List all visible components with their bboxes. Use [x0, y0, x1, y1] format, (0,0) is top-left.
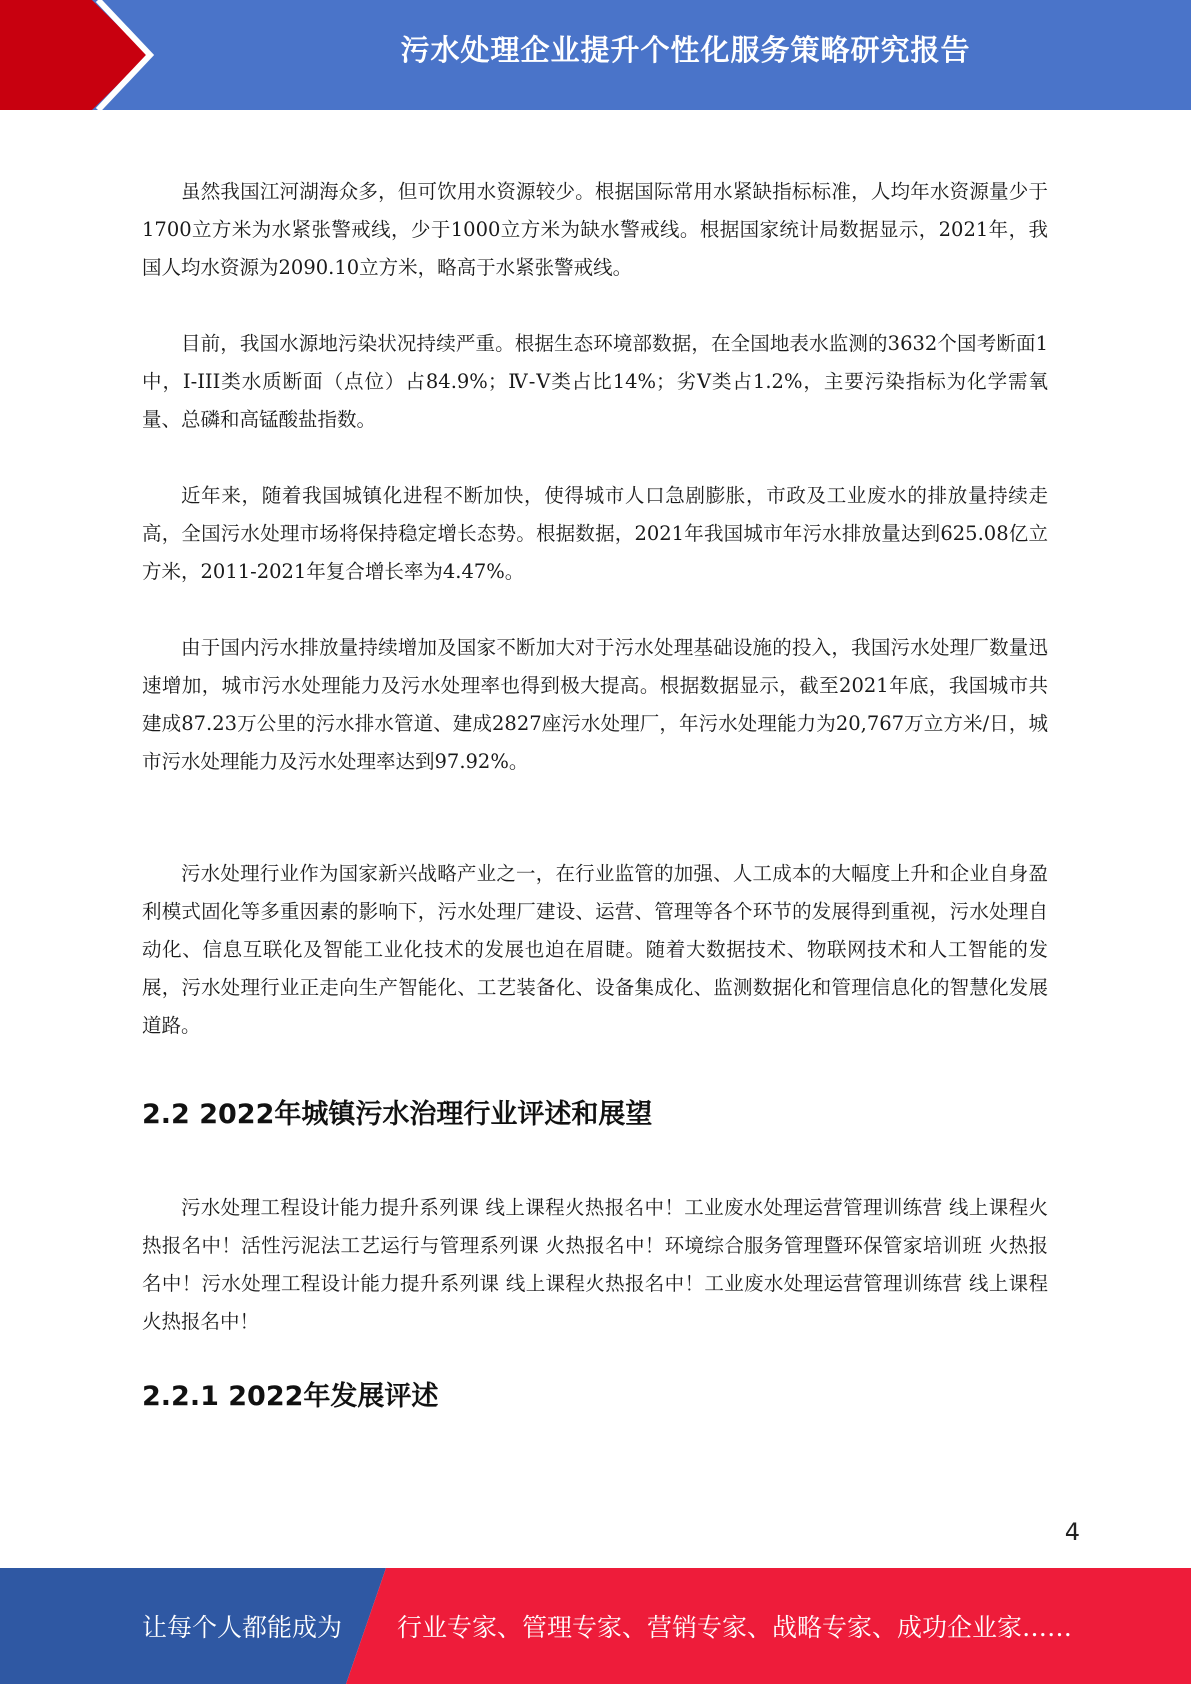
header-arrow-decoration [0, 0, 200, 110]
paragraph-wastewater-discharge: 近年来，随着我国城镇化进程不断加快，使得城市人口急剧膨胀，市政及工业废水的排放量持续走高，全国污水处理市场将保持稳定增长态势。根据数据，2021年我国城市年污水排放量达到625.08亿立方米，2011-2021年复合增长率为4.47%。 [142, 484, 1048, 583]
paragraph-water-pollution: 目前，我国水源地污染状况持续严重。根据生态环境部数据，在全国地表水监测的3632个国考断面1中，I-III类水质断面（点位）占84.9%；Ⅳ-Ⅴ类占比14%；劣Ⅴ类占1.2%，主要污染指标为化学需氧量、总磷和高锰酸盐指数。 [142, 332, 1048, 431]
paragraph-treatment-capacity: 由于国内污水排放量持续增加及国家不断加大对于污水处理基础设施的投入，我国污水处理厂数量迅速增加，城市污水处理能力及污水处理率也得到极大提高。根据数据显示，截至2021年底，我国城市共建成87.23万公里的污水排水管道、建成2827座污水处理厂，年污水处理能力为20,767万立方米/日，城市污水处理能力及污水处理率达到97.92%。 [142, 636, 1048, 773]
page-number: 4 [1064, 1518, 1080, 1546]
paragraph-industry-trend: 污水处理行业作为国家新兴战略产业之一，在行业监管的加强、人工成本的大幅度上升和企业自身盈利模式固化等多重因素的影响下，污水处理厂建设、运营、管理等各个环节的发展得到重视，污水处理自动化、信息互联化及智能工业化技术的发展也迫在眉睫。随着大数据技术、物联网技术和人工智能的发展，污水处理行业正走向生产智能化、工艺装备化、设备集成化、监测数据化和管理信息化的智慧化发展道路。 [142, 862, 1048, 1037]
page-header [0, 0, 1191, 110]
paragraph-course-promotions: 污水处理工程设计能力提升系列课 线上课程火热报名中！工业废水处理运营管理训练营 线上课程火热报名中！活性污泥法工艺运行与管理系列课 火热报名中！环境综合服务管理暨环保管家培训班 火热报名中！污水处理工程设计能力提升系列课 线上课程火热报名中！工业废水处理运营管理训练营 线上课程火热报名中！ [142, 1196, 1048, 1333]
paragraph-water-resources: 虽然我国江河湖海众多，但可饮用水资源较少。根据国际常用水紧缺指标标准，人均年水资源量少于1700立方米为水紧张警戒线，少于1000立方米为缺水警戒线。根据国家统计局数据显示，2021年，我国人均水资源为2090.10立方米，略高于水紧张警戒线。 [142, 180, 1048, 279]
footer-slogan-left: 让每个人都能成为 [142, 1613, 343, 1642]
section-heading-2-2: 2.2 2022年城镇污水治理行业评述和展望 [142, 1099, 653, 1130]
report-title: 污水处理企业提升个性化服务策略研究报告 [400, 33, 971, 67]
section-heading-2-2-1: 2.2.1 2022年发展评述 [142, 1381, 439, 1412]
footer-slogan-right: 行业专家、管理专家、营销专家、战略专家、成功企业家…… [397, 1613, 1073, 1642]
page-footer [0, 1568, 1191, 1684]
